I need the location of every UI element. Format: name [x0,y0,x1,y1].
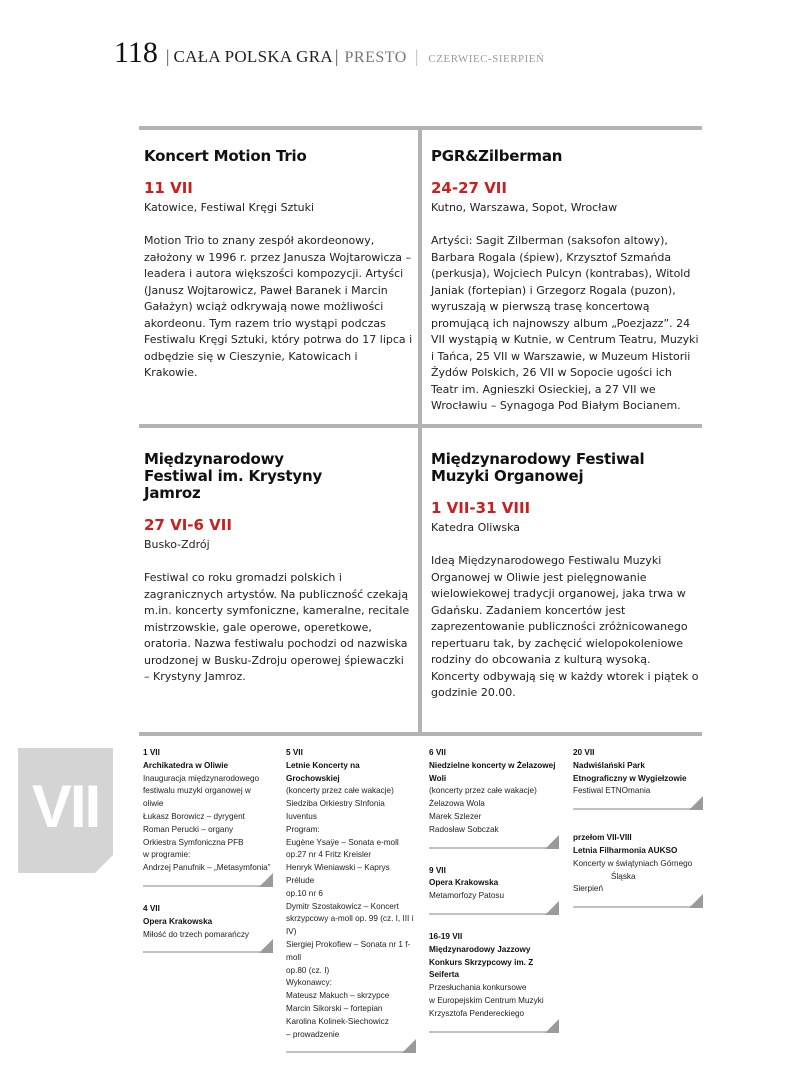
event-description: Artyści: Sagit Zilberman (saksofon altowy), Barbara Rogala (śpiew), Krzysztof Szmańda (perkusja), Wojciech Pulcyn (kontrabas), Witold Janiak (fortepian) i Grzegorz Rogala (puzon), wyruszają w pierwszą trasę koncertową promującą ich najnowszy album „Poezjazz”. 24 VII wystąpią w Kutnie, w Centrum Teatru, Muzyki i Tańca, 25 VII w Warszawie, w Muzeum Historii Żydów Polskich, 26 VII w Sopocie ugości ich Teatr im. Agnieszki Osieckiej, a 27 VII we Wrocławiu – Synagoga Pod Białym Bocianem. [431,234,699,412]
entry-date: 5 VII [286,748,303,757]
entry-line: Marek Szlezer [429,811,482,821]
entry-corner [259,873,273,887]
entry-line: Eugène Ysaÿe – Sonata e-moll [286,837,399,847]
entry-line: Siergiej Prokofiew – Sonata nr 1 f-moll [286,939,411,962]
entry-corner [402,1039,416,1053]
entry-title: Międzynarodowy Jazzowy Konkurs Skrzypcowy im. Z Seiferta [429,944,534,980]
entry-line: Miłość do trzech pomarańczy [143,929,250,939]
event-card [144,148,414,382]
entry-divider [429,847,551,849]
calendar-entry [286,747,414,1053]
entry-line: (koncerty przez całe wakacje) [429,786,537,796]
entry-divider [143,951,265,953]
entry-date: 16-19 VII [429,931,463,941]
entry-corner [545,901,559,915]
entry-line: Festiwal ETNOmania [573,786,651,796]
entry-title: Letnia Filharmonia AUKSO [573,845,678,855]
issue-period: CZERWIEC-SIERPIEŃ [428,53,545,65]
entry-line: (koncerty przez całe wakacje) [286,786,394,796]
calendar-entry [573,747,701,810]
entry-line: Inauguracja międzynarodowego [143,773,260,783]
calendar-entry [573,832,701,908]
event-date: 24-27 VII [431,179,507,197]
event-place: Katowice, Festiwal Kręgi Sztuki [144,201,315,214]
month-label: VII [31,773,100,840]
magazine-name: PRESTO [344,49,407,66]
entry-line: skrzypcowy a-moll op. 99 (cz. I, III i IV) [286,914,414,937]
event-title: Koncert Motion Trio [144,147,307,165]
event-date: 11 VII [144,179,193,197]
entry-corner [689,796,703,810]
entry-line: Koncerty w świątyniach Górnego [573,858,693,868]
section-name: CAŁA POLSKA GRA [173,47,333,66]
event-description: Ideą Międzynarodowego Festiwalu Muzyki Organowej w Oliwie jest pielęgnowanie wielowiekowej tradycji organowej, jaka trwa w Gdańsku. Zadaniem koncertów jest zaprezentowanie publiczności zróżnicowanego repertuaru tak, by zachęcić wielopokoleniowe rodziny do obcowania z kulturą wysoką. Koncerty odbywają się w każdy wtorek i piątek o godzinie 20.00. [431,554,699,699]
entry-line: Roman Perucki – organy [143,824,234,834]
event-card [431,451,701,702]
entry-date: 1 VII [143,748,160,757]
calendar-column [429,747,557,1049]
event-date: 1 VII-31 VIII [431,499,531,517]
entry-line: festiwalu muzyki organowej w oliwie [143,786,251,809]
entry-title: Opera Krakowska [143,916,213,926]
entry-divider [429,1031,551,1033]
entry-line: Henryk Wieniawski – Kaprys Prélude [286,863,390,885]
entry-line: Mateusz Makuch – skrzypce [286,991,390,1001]
entry-line: Andrzej Panufnik – „Metasymfonia” [143,863,271,873]
entry-corner [259,939,273,953]
entry-title: Archikatedra w Oliwie [143,760,229,770]
entry-corner [689,894,703,908]
header-separator: | [334,46,339,66]
entry-line: w Europejskim Centrum Muzyki [429,995,544,1005]
page-header [114,36,544,76]
event-card [144,451,412,686]
entry-line: Siedziba Orkiestry SInfonia Iuventus [286,799,385,821]
event-title: Międzynarodowy Festiwal im. Krystyny Jamroz [144,450,323,502]
event-description: Motion Trio to znany zespół akordeonowy, założony w 1996 r. przez Janusza Wojtarowicza – leadera i autora większości kompozycji. Artyści (Janusz Wojtarowicz, Paweł Baranek i Marcin Gałażyn) wciąż odkrywają nowe możliwości akordeonu. Tym razem trio wystąpi podczas Festiwalu Kręgi Sztuki, który potrwa do 17 lipca i odbędzie się w Cieszynie, Katowicach i Krakowie. [144,234,413,379]
entry-divider [143,885,265,887]
entry-line: Przesłuchania konkursowe [429,983,527,993]
calendar-entry [429,747,557,849]
entry-corner [545,1019,559,1033]
entry-line: Marcin Sikorski – fortepian [286,1003,383,1013]
entry-title: Opera Krakowska [429,878,499,888]
event-card [431,148,701,415]
entry-line: Orkiestra Symfoniczna PFB [143,837,244,847]
entry-line: Program: [286,824,320,834]
entry-date: 20 VII [573,748,595,757]
entry-divider [286,1051,408,1053]
event-title: PGR&Zilberman [431,147,563,165]
entry-date: przełom VII-VIII [573,833,632,843]
entry-line: Karolina Kolinek-Siechowicz [286,1016,389,1026]
entry-line: Dymitr Szostakowicz – Koncert [286,901,399,911]
entry-line: Sierpień [573,884,604,894]
entry-title: Nadwiślański Park Etnograficzny w Wygiełzowie [573,760,687,783]
header-separator: | [414,46,419,66]
event-date: 27 VI-6 VII [144,516,232,534]
entry-date: 6 VII [429,748,446,757]
entry-line: – prowadzenie [286,1029,340,1039]
entry-line: Metamorfozy Patosu [429,891,505,901]
entry-line: op.27 nr 4 Fritz Kreisler [286,850,372,860]
entry-line: Śląska [611,871,636,881]
entry-date: 4 VII [143,903,160,913]
calendar-entry [143,903,271,953]
calendar-column [573,747,701,924]
month-marker [18,748,113,873]
calendar-entry [429,931,557,1033]
event-title: Międzynarodowy Festiwal Muzyki Organowej [431,450,645,485]
entry-line: op.80 (cz. I) [286,965,330,975]
entry-line: Krzysztofa Pendereckiego [429,1008,525,1018]
calendar-entry [143,747,271,887]
entry-title: Niedzielne koncerty w Żelazowej Woli [429,760,556,783]
grid-vertical-rule [418,126,422,736]
header-separator: | [165,46,170,66]
entry-divider [573,808,695,810]
entry-line: Wykonawcy: [286,978,332,988]
entry-corner [545,835,559,849]
entry-line: Łukasz Borowicz – dyrygent [143,811,245,821]
calendar-column [143,747,271,969]
calendar-column [286,747,414,1069]
entry-divider [429,913,551,915]
entry-line: w programie: [143,850,191,860]
entry-date: 9 VII [429,865,446,875]
event-place: Katedra Oliwska [431,521,520,534]
entry-line: Żelazowa Wola [429,799,485,809]
entry-title: Letnie Koncerty na Grochowskiej [286,760,360,783]
event-place: Busko-Zdrój [144,538,210,551]
entry-divider [573,906,695,908]
entry-line: Radosław Sobczak [429,824,499,834]
calendar-entry [429,865,557,915]
event-place: Kutno, Warszawa, Sopot, Wrocław [431,201,618,214]
page-fold-corner [95,855,113,873]
page-number: 118 [114,36,158,69]
entry-line: op.10 nr 6 [286,888,323,898]
event-description: Festiwal co roku gromadzi polskich i zagranicznych artystów. Na publiczność czekają m.in. koncerty symfoniczne, kameralne, recitale mistrzowskie, gale operowe, operetkowe, oratoria. Nazwa festiwalu pochodzi od nazwiska urodzonej w Busku-Zdroju operowej śpiewaczki – Krystyny Jamroz. [144,571,410,683]
